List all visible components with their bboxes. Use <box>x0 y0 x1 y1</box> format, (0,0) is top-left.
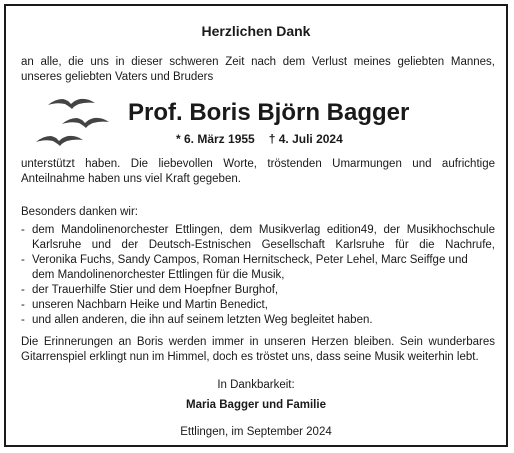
list-item-text: und allen anderen, die ihn auf seinem letzten Weg begleitet haben. <box>32 314 373 326</box>
closing-line: Gitarrenspiel erklingt nun im Himmel, doch es tröstet uns, dass seine Musik weiterhin lebt. <box>21 351 479 363</box>
flying-birds-icon <box>32 94 114 152</box>
intro-text <box>21 55 495 85</box>
intro-line: unseres geliebten Vaters und Bruders <box>21 71 214 83</box>
bird-icon <box>48 99 95 109</box>
closing-line: Die Erinnerungen an Boris werden immer in unseren Herzen bleiben. Sein wunderbares <box>21 336 495 348</box>
list-item: - und allen anderen, die ihn auf seinem letzten Weg begleitet haben. <box>21 313 495 328</box>
support-text <box>21 157 495 187</box>
list-item-text: unseren Nachbarn Heike und Martin Benedict, <box>32 299 268 311</box>
family-signature: Maria Bagger und Familie <box>186 399 326 411</box>
thank-you-notice <box>4 4 508 447</box>
list-item: - dem Mandolinenorchester Ettlingen, dem Musikverlag edition49, der Musikhochschule Karlsruhe und der Deutsch-Estnischen Gesellschaft Karlsruhe für die Nachrufe, <box>21 224 495 251</box>
list-item-text: Karlsruhe und der Deutsch-Estnischen Gesellschaft Karlsruhe für die Nachrufe, <box>32 239 495 251</box>
birth-date: * 6. März 1955 <box>176 132 255 146</box>
place-date: Ettlingen, im September 2024 <box>180 426 332 438</box>
signoff: In Dankbarkeit: <box>217 379 295 391</box>
list-item: - der Trauerhilfe Stier und dem Hoepfner Burghof, <box>21 283 495 298</box>
list-item-text: dem Mandolinenorchester Ettlingen für die Musik, <box>32 269 285 281</box>
support-line: Anteilnahme haben uns viel Kraft gegeben. <box>21 173 241 185</box>
bird-icon <box>36 136 83 146</box>
thanks-list <box>21 223 495 328</box>
support-line: unterstützt haben. Die liebevollen Worte, tröstenden Umarmungen und aufrichtige <box>21 158 495 170</box>
thanks-lead: Besonders danken wir: <box>21 206 138 218</box>
list-item-text: der Trauerhilfe Stier und dem Hoepfner Burghof, <box>32 284 279 296</box>
list-item-text: Veronika Fuchs, Sandy Campos, Roman Hernitscheck, Peter Lehel, Marc Seiffge und <box>32 254 468 266</box>
intro-line: an alle, die uns in dieser schweren Zeit nach dem Verlust meines geliebten Mannes, <box>21 56 495 68</box>
deceased-name: Prof. Boris Björn Bagger <box>128 99 410 126</box>
death-date: † 4. Juli 2024 <box>268 132 343 146</box>
life-dates <box>176 132 343 146</box>
notice-heading: Herzlichen Dank <box>201 23 311 39</box>
bird-icon <box>62 118 109 128</box>
list-item: - Veronika Fuchs, Sandy Campos, Roman Hernitscheck, Peter Lehel, Marc Seiffge und dem Mandolinenorchester Ettlingen für die Musik, <box>21 253 495 283</box>
list-item-text: dem Mandolinenorchester Ettlingen, dem Musikverlag edition49, der Musikhochschule <box>32 224 495 236</box>
list-item: - unseren Nachbarn Heike und Martin Benedict, <box>21 298 495 313</box>
closing-text <box>21 335 495 365</box>
